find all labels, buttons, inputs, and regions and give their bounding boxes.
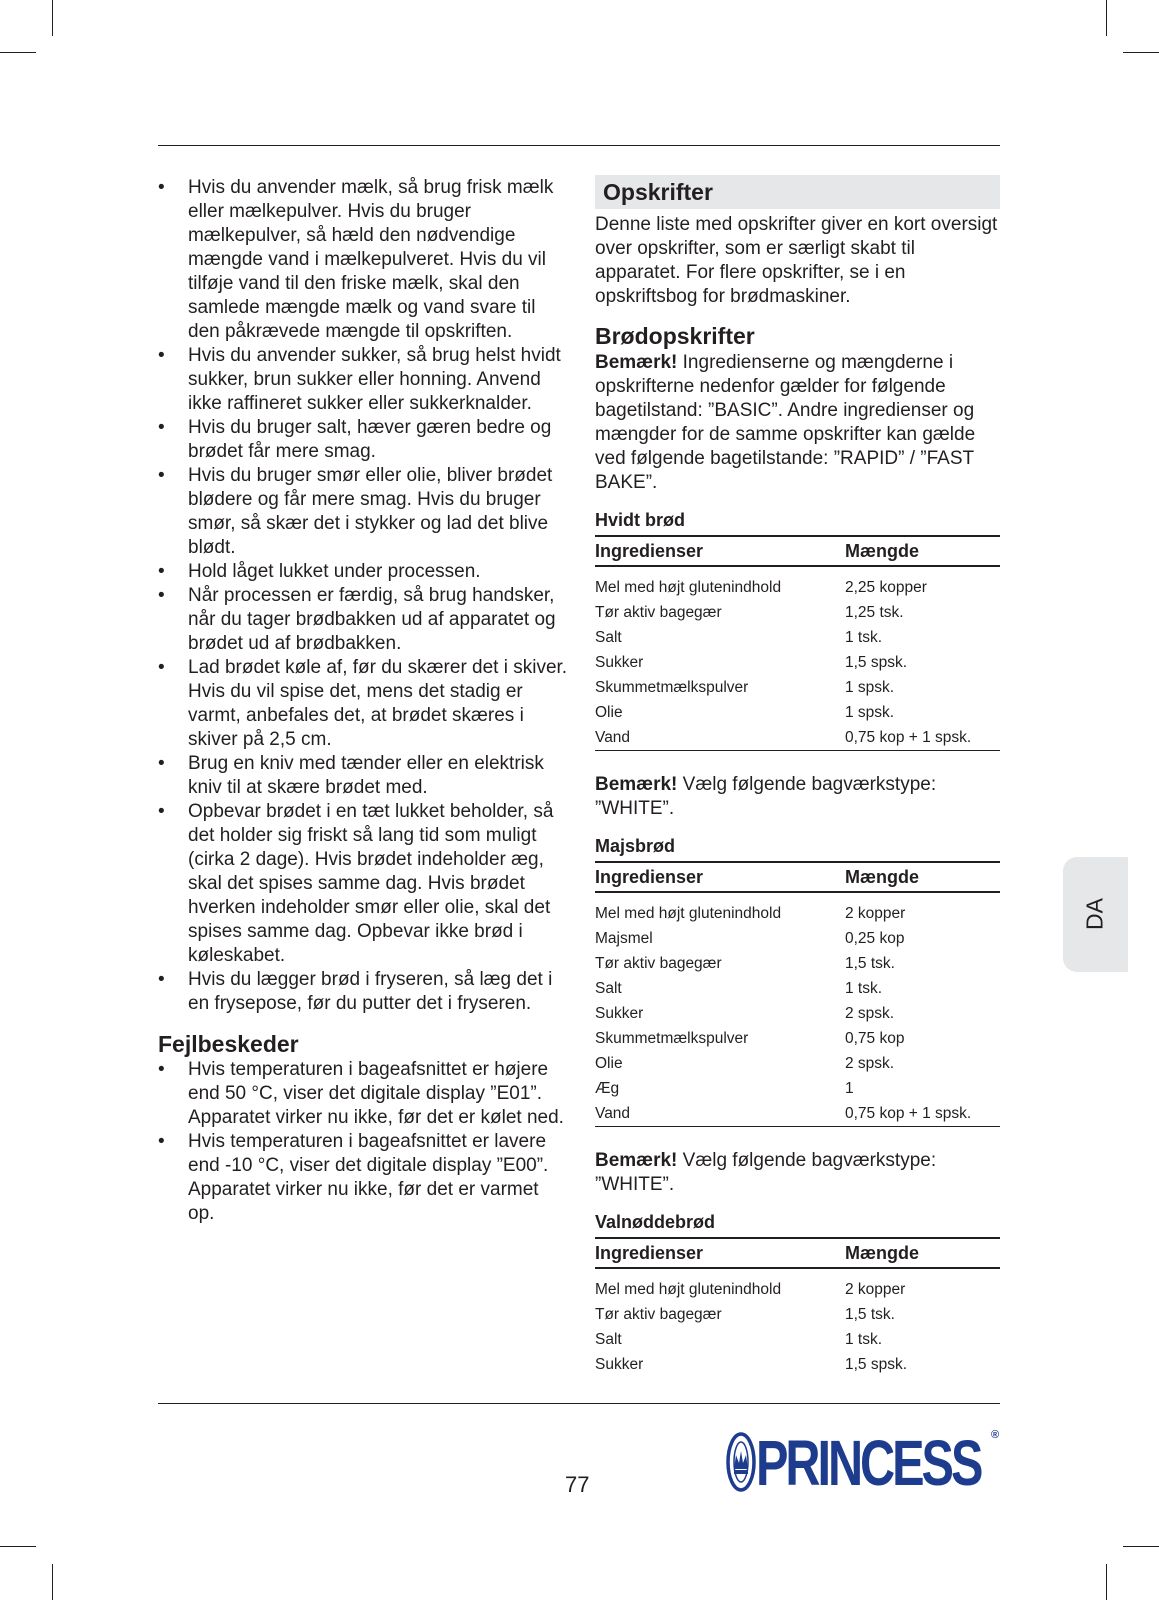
list-item: • Hvis du lægger brød i fryseren, så læg det i en frysepose, før du putter det i fryseren. — [158, 968, 568, 1016]
ingredient-cell: Tør aktiv bagegær — [595, 604, 722, 621]
ingredient-cell: Tør aktiv bagegær — [595, 955, 722, 972]
column-header: Ingredienser — [595, 1238, 845, 1268]
errors-list — [158, 1058, 568, 1226]
list-item: • Opbevar brødet i en tæt lukket beholder, så det holder sig friskt så lang tid som muligt (cirka 2 dage). Hvis brødet indeholder æg, skal det spises samme dag. Hvis brødet hverken indeholder smør eller olie, skal det spises samme dag. Opbevar ikke brød i køleskabet. — [158, 800, 568, 968]
crop-mark — [0, 1546, 36, 1547]
ingredient-cell: Majsmel — [595, 930, 653, 947]
table-row — [595, 1051, 1000, 1076]
crop-mark — [1123, 1546, 1159, 1547]
column-header: Mængde — [845, 536, 1000, 566]
amount-cell: 1 tsk. — [845, 1331, 883, 1348]
list-item: • Hvis du bruger salt, hæver gæren bedre og brødet får mere smag. — [158, 416, 568, 464]
amount-cell: 1 spsk. — [845, 679, 895, 696]
left-column — [158, 176, 568, 1226]
amount-cell: 1 — [845, 1080, 854, 1097]
list-item: • Hvis temperaturen i bageafsnittet er lavere end -10 °C, viser det digitale display ”E00”. Apparatet virker nu ikke, før det er varmet op. — [158, 1130, 568, 1226]
amount-cell: 1,5 spsk. — [845, 1356, 908, 1373]
recipes-heading: Opskrifter — [595, 175, 1000, 209]
registered-mark: ® — [991, 1429, 1000, 1441]
table-row — [595, 1026, 1000, 1051]
crop-mark — [1106, 1564, 1107, 1600]
table-row — [595, 625, 1000, 650]
table-row — [595, 1302, 1000, 1327]
ingredient-cell: Olie — [595, 1055, 623, 1072]
amount-cell: 1 tsk. — [845, 629, 883, 646]
note-text: Vælg følgende bagværkstype: ”WHITE”. — [595, 774, 937, 819]
recipe-table — [595, 861, 1000, 1127]
right-column — [595, 175, 1000, 1377]
list-item: • Hvis temperaturen i bageafsnittet er højere end 50 °C, viser det digitale display ”E01”. Apparatet virker nu ikke, før det er kølet ned. — [158, 1058, 568, 1130]
table-row — [595, 566, 1000, 600]
header-rule — [158, 145, 1000, 146]
list-item: • Når processen er færdig, så brug handsker, når du tager brødbakken ud af apparatet og brødet ud af brødbakken. — [158, 584, 568, 656]
ingredient-cell: Skummetmælkspulver — [595, 679, 749, 696]
note-text: Ingredienserne og mængderne i opskrifterne nedenfor gælder for følgende bagetilstand: ”BASIC”. Andre ingredienser og mængder for de samme opskrifter kan gælde ved følgende bagetilstande: ”RAPID” / ”FAST BAKE”. — [595, 352, 976, 493]
column-header: Ingredienser — [595, 536, 845, 566]
crop-mark — [52, 1564, 53, 1600]
amount-cell: 2 kopper — [845, 905, 906, 922]
list-item: • Brug en kniv med tænder eller en elektrisk kniv til at skære brødet med. — [158, 752, 568, 800]
ingredient-cell: Salt — [595, 629, 622, 646]
table-row — [595, 675, 1000, 700]
ingredient-cell: Æg — [595, 1080, 620, 1097]
recipe-title: Valnøddebrød — [595, 1212, 716, 1232]
recipe-table — [595, 535, 1000, 751]
amount-cell: 0,75 kop — [845, 1030, 905, 1047]
list-item: • Lad brødet køle af, før du skærer det i skiver. Hvis du vil spise det, mens det stadig er varmt, anbefales det, at brødet skæres i skiver på 2,5 cm. — [158, 656, 568, 752]
list-item: • Hvis du anvender mælk, så brug frisk mælk eller mælkepulver. Hvis du bruger mælkepulver, så hæld den nødvendige mængde vand i mælkepulveret. Hvis du vil tilføje vand til den friske mælk, skal den samlede mængde mælk og vand svare til den påkrævede mængde til opskriften. — [158, 176, 568, 344]
ingredient-cell: Vand — [595, 725, 845, 751]
list-item: • Hold låget lukket under processen. — [158, 560, 568, 584]
crop-mark — [1123, 52, 1159, 53]
ingredient-cell: Sukker — [595, 654, 644, 671]
logo-wordmark: PRINCESS — [756, 1427, 981, 1499]
recipe-table — [595, 1237, 1000, 1377]
recipe-title: Majsbrød — [595, 836, 676, 856]
language-label: DA — [1081, 898, 1108, 930]
note-label: Bemærk! — [595, 1150, 678, 1171]
column-header: Mængde — [845, 1238, 1000, 1268]
ingredient-cell: Skummetmælkspulver — [595, 1030, 749, 1047]
note-label: Bemærk! — [595, 352, 678, 373]
table-row — [595, 1101, 1000, 1127]
crown-emblem-icon — [726, 1431, 756, 1493]
amount-cell: 1,5 tsk. — [845, 1306, 895, 1323]
amount-cell: 0,75 kop + 1 spsk. — [845, 725, 1000, 751]
amount-cell: 1 spsk. — [845, 704, 895, 721]
ingredient-cell: Sukker — [595, 1356, 644, 1373]
page-number: 77 — [565, 1472, 590, 1497]
amount-cell: 2 spsk. — [845, 1005, 895, 1022]
tips-list — [158, 176, 568, 1016]
language-tab — [1063, 857, 1128, 972]
bread-note — [595, 351, 1000, 495]
amount-cell: 0,75 kop + 1 spsk. — [845, 1101, 1000, 1127]
amount-cell: 1,5 spsk. — [845, 654, 908, 671]
ingredient-cell: Sukker — [595, 1005, 644, 1022]
ingredient-cell: Tør aktiv bagegær — [595, 1306, 722, 1323]
column-header: Mængde — [845, 862, 1000, 892]
ingredient-cell: Olie — [595, 704, 623, 721]
recipe-title: Hvidt brød — [595, 510, 685, 530]
table-row — [595, 926, 1000, 951]
footer-rule — [158, 1403, 1000, 1404]
princess-logo — [726, 1425, 1001, 1497]
errors-heading: Fejlbeskeder — [158, 1031, 299, 1057]
crop-mark — [0, 52, 36, 53]
table-row — [595, 1001, 1000, 1026]
bread-recipes-heading: Brødopskrifter — [595, 323, 755, 349]
table-row — [595, 1076, 1000, 1101]
table-row — [595, 1327, 1000, 1352]
column-header: Ingredienser — [595, 862, 845, 892]
table-row — [595, 700, 1000, 725]
recipe-note — [595, 1149, 1000, 1197]
note-label: Bemærk! — [595, 774, 678, 795]
ingredient-cell: Salt — [595, 1331, 622, 1348]
amount-cell: 0,25 kop — [845, 930, 905, 947]
amount-cell: 2,25 kopper — [845, 579, 927, 596]
recipe-note — [595, 773, 1000, 821]
amount-cell: 1,25 tsk. — [845, 604, 904, 621]
table-row — [595, 976, 1000, 1001]
table-row — [595, 951, 1000, 976]
ingredient-cell: Salt — [595, 980, 622, 997]
crop-mark — [1106, 0, 1107, 36]
ingredient-cell: Mel med højt glutenindhold — [595, 579, 782, 596]
amount-cell: 2 spsk. — [845, 1055, 895, 1072]
amount-cell: 1 tsk. — [845, 980, 883, 997]
list-item: • Hvis du anvender sukker, så brug helst hvidt sukker, brun sukker eller honning. Anvend ikke raffineret sukker eller sukkerknalder. — [158, 344, 568, 416]
table-row — [595, 725, 1000, 751]
recipes-intro: Denne liste med opskrifter giver en kort oversigt over opskrifter, som er særligt skabt til apparatet. For flere opskrifter, se i en opskriftsbog for brødmaskiner. — [595, 214, 998, 307]
table-row — [595, 1352, 1000, 1377]
ingredient-cell: Vand — [595, 1101, 845, 1127]
table-row — [595, 1268, 1000, 1302]
table-row — [595, 600, 1000, 625]
list-item: • Hvis du bruger smør eller olie, bliver brødet blødere og får mere smag. Hvis du bruger smør, så skær det i stykker og lad det blive blødt. — [158, 464, 568, 560]
amount-cell: 2 kopper — [845, 1281, 906, 1298]
ingredient-cell: Mel med højt glutenindhold — [595, 905, 782, 922]
table-row — [595, 650, 1000, 675]
table-row — [595, 892, 1000, 926]
amount-cell: 1,5 tsk. — [845, 955, 895, 972]
note-text: Vælg følgende bagværkstype: ”WHITE”. — [595, 1150, 937, 1195]
crop-mark — [52, 0, 53, 36]
ingredient-cell: Mel med højt glutenindhold — [595, 1281, 782, 1298]
